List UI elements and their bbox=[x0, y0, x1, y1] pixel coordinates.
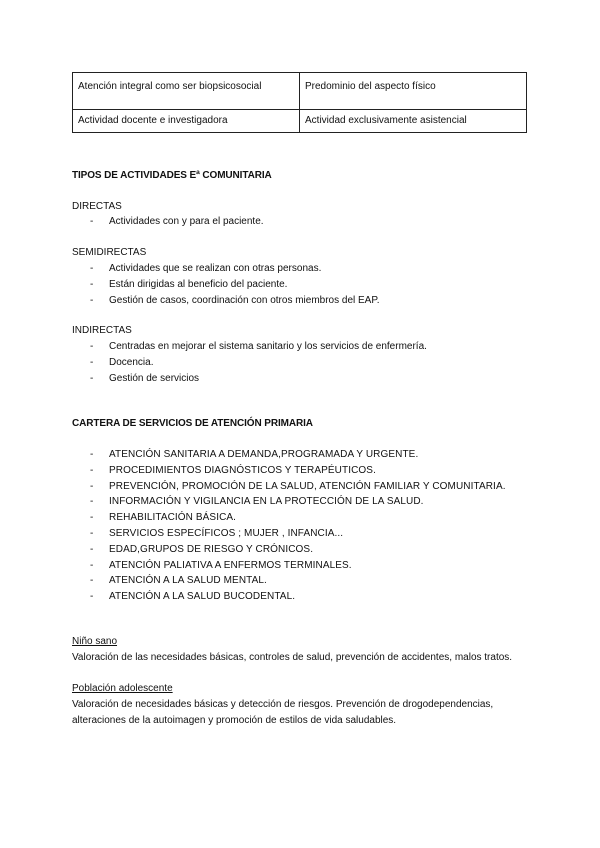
comparison-table bbox=[72, 72, 527, 133]
list-directas bbox=[90, 215, 264, 231]
list-item: - ATENCIÓN A LA SALUD MENTAL. bbox=[90, 574, 506, 590]
list-indirectas bbox=[90, 340, 427, 388]
list-item: - Actividades con y para el paciente. bbox=[90, 215, 264, 231]
list-semidirectas bbox=[90, 262, 380, 310]
table-row bbox=[73, 110, 527, 133]
list-item: - PROCEDIMIENTOS DIAGNÓSTICOS Y TERAPÉUTICOS. bbox=[90, 464, 506, 480]
list-cartera-servicios bbox=[90, 448, 506, 606]
list-item: - Gestión de servicios bbox=[90, 372, 427, 388]
list-item: - Actividades que se realizan con otras personas. bbox=[90, 262, 380, 278]
subheading-poblacion-adolescente: Población adolescente bbox=[72, 683, 173, 694]
table-cell: Atención integral como ser biopsicosocial bbox=[73, 73, 300, 110]
list-item: - Docencia. bbox=[90, 356, 427, 372]
list-item: - PREVENCIÓN, PROMOCIÓN DE LA SALUD, ATENCIÓN FAMILIAR Y COMUNITARIA. bbox=[90, 480, 506, 496]
list-item: - ATENCIÓN A LA SALUD BUCODENTAL. bbox=[90, 590, 506, 606]
subheading-indirectas: INDIRECTAS bbox=[72, 325, 132, 336]
list-item: - EDAD,GRUPOS DE RIESGO Y CRÓNICOS. bbox=[90, 543, 506, 559]
section-heading-tipos: TIPOS DE ACTIVIDADES Eª COMUNITARIA bbox=[72, 170, 272, 181]
list-item: - ATENCIÓN SANITARIA A DEMANDA,PROGRAMADA Y URGENTE. bbox=[90, 448, 506, 464]
paragraph-nino-sano: Valoración de las necesidades básicas, controles de salud, prevención de accidentes, malos tratos. bbox=[72, 652, 513, 663]
table-row bbox=[73, 73, 527, 110]
list-item: - ATENCIÓN PALIATIVA A ENFERMOS TERMINALES. bbox=[90, 559, 506, 575]
table-cell: Actividad exclusivamente asistencial bbox=[300, 110, 527, 133]
table-cell: Predominio del aspecto físico bbox=[300, 73, 527, 110]
list-item: - INFORMACIÓN Y VIGILANCIA EN LA PROTECCIÓN DE LA SALUD. bbox=[90, 495, 506, 511]
list-item: - Están dirigidas al beneficio del paciente. bbox=[90, 278, 380, 294]
subheading-nino-sano: Niño sano bbox=[72, 636, 118, 647]
list-item: - Gestión de casos, coordinación con otros miembros del EAP. bbox=[90, 294, 380, 310]
list-item: - Centradas en mejorar el sistema sanitario y los servicios de enfermería. bbox=[90, 340, 427, 356]
subheading-semidirectas: SEMIDIRECTAS bbox=[72, 247, 147, 258]
section-heading-cartera: CARTERA DE SERVICIOS DE ATENCIÓN PRIMARIA bbox=[72, 418, 313, 429]
list-item: - REHABILITACIÓN BÁSICA. bbox=[90, 511, 506, 527]
list-item: - SERVICIOS ESPECÍFICOS ; MUJER , INFANCIA... bbox=[90, 527, 506, 543]
paragraph-poblacion-adolescente: Valoración de necesidades básicas y detección de riesgos. Prevención de drogodependencias, alteraciones de la autoimagen y promoción de estilos de vida saludables. bbox=[72, 699, 494, 726]
subheading-directas: DIRECTAS bbox=[72, 201, 122, 212]
table-cell: Actividad docente e investigadora bbox=[73, 110, 300, 133]
